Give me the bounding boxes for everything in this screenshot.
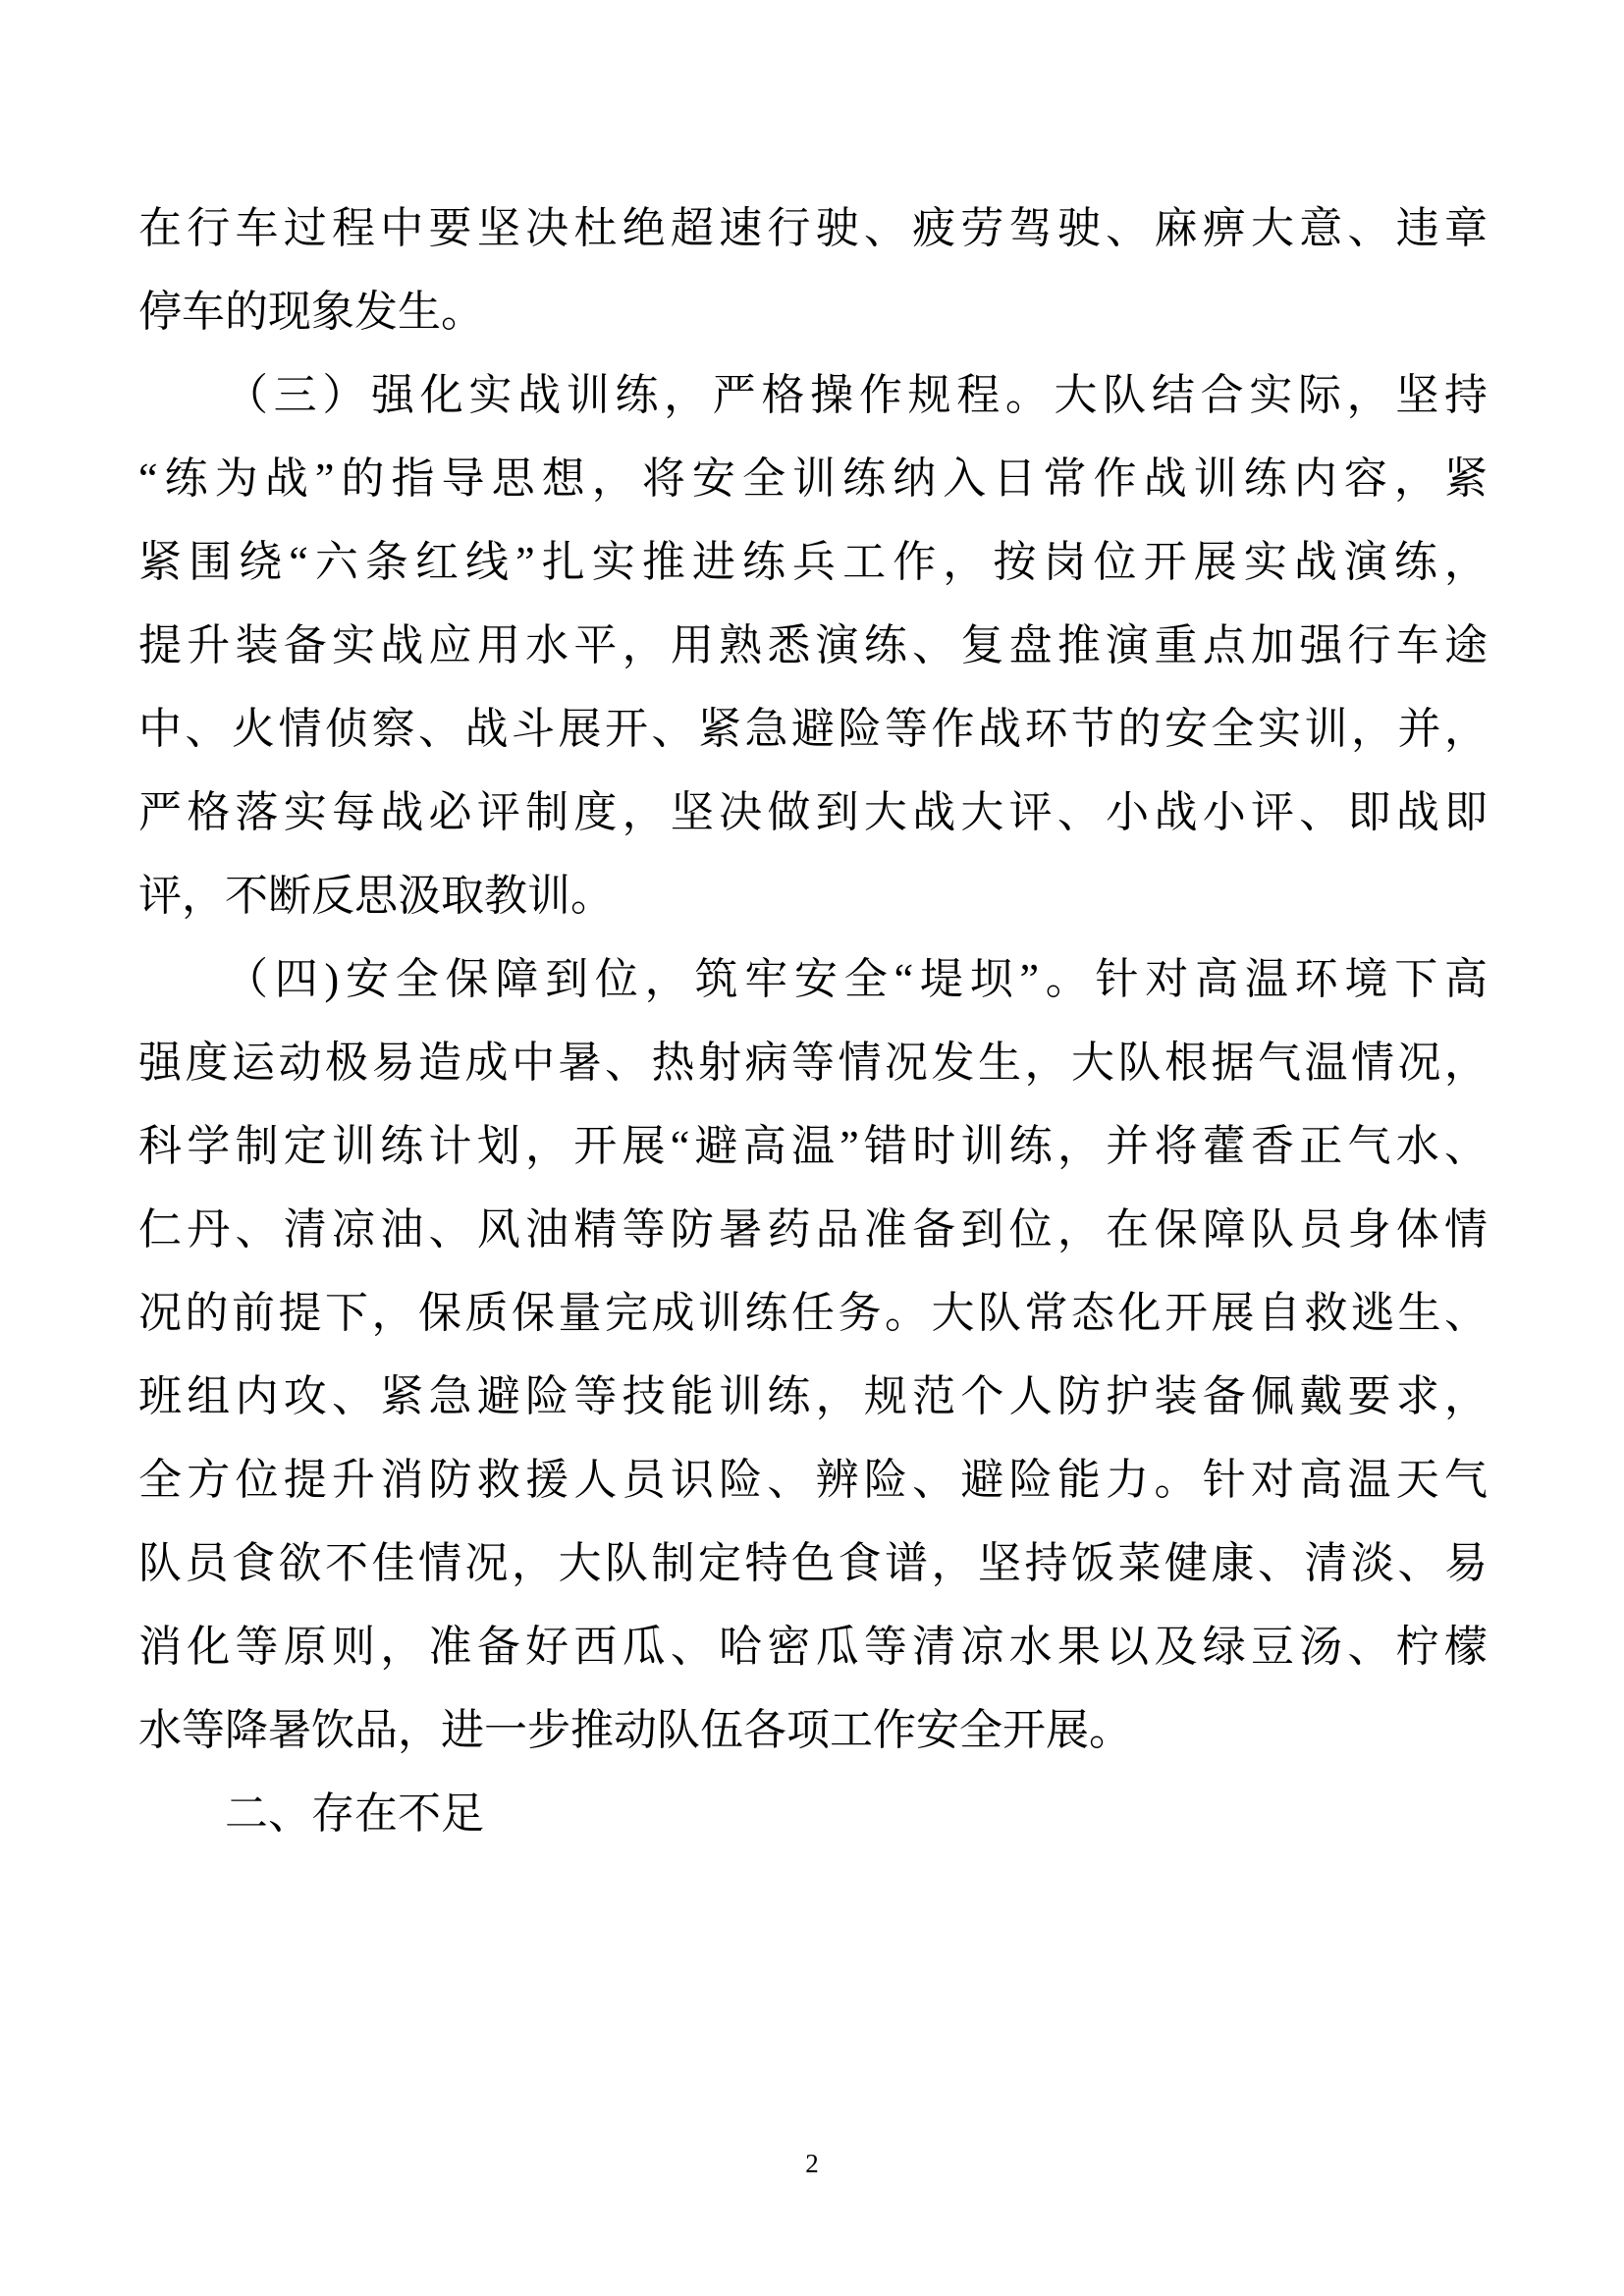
section-heading [138, 1772, 1488, 1855]
text-line: （三）强化实战训练，严格操作规程。大队结合实际，坚持 [225, 371, 1488, 419]
text-line: 提升装备实战应用水平，用熟悉演练、复盘推演重点加强行车途 [138, 621, 1488, 669]
text-line: 中、火情侦察、战斗展开、紧急避险等作战环节的安全实训，并， [138, 705, 1488, 753]
text-line: 水等降暑饮品，进一步推动队伍各项工作安全开展。 [138, 1706, 1132, 1754]
text-line: （四)安全保障到位，筑牢安全“堤坝”。针对高温环境下高 [225, 955, 1488, 1003]
paragraph [138, 353, 1488, 937]
text-line: 严格落实每战必评制度，坚决做到大战大评、小战小评、即战即 [138, 788, 1488, 836]
text-line: 强度运动极易造成中暑、热射病等情况发生，大队根据气温情况， [138, 1039, 1488, 1087]
page-number: 2 [805, 2149, 819, 2178]
text-line: 全方位提升消防救援人员识险、辨险、避险能力。针对高温天气 [138, 1456, 1488, 1504]
text-line: 消化等原则，准备好西瓜、哈密瓜等清凉水果以及绿豆汤、柠檬 [138, 1623, 1488, 1671]
document-body [138, 187, 1488, 1855]
text-line: 在行车过程中要坚决杜绝超速行驶、疲劳驾驶、麻痹大意、违章 [138, 204, 1488, 252]
text-line: 二、存在不足 [225, 1789, 484, 1838]
paragraph [138, 187, 1488, 353]
text-line: 评，不断反思汲取教训。 [138, 872, 614, 920]
paragraph [138, 937, 1488, 1772]
text-line: 科学制定训练计划，开展“避高温”错时训练，并将藿香正气水、 [138, 1122, 1488, 1170]
text-line: 停车的现象发生。 [138, 288, 484, 336]
text-line: “练为战”的指导思想，将安全训练纳入日常作战训练内容，紧 [138, 454, 1488, 503]
text-line: 况的前提下，保质保量完成训练任务。大队常态化开展自救逃生、 [138, 1289, 1488, 1337]
text-line: 班组内攻、紧急避险等技能训练，规范个人防护装备佩戴要求， [138, 1372, 1488, 1420]
text-line: 队员食欲不佳情况，大队制定特色食谱，坚持饭菜健康、清淡、易 [138, 1539, 1488, 1587]
page-footer [0, 2148, 1624, 2179]
text-line: 紧围绕“六条红线”扎实推进练兵工作，按岗位开展实战演练， [138, 538, 1488, 586]
text-line: 仁丹、清凉油、风油精等防暑药品准备到位，在保障队员身体情 [138, 1205, 1488, 1254]
